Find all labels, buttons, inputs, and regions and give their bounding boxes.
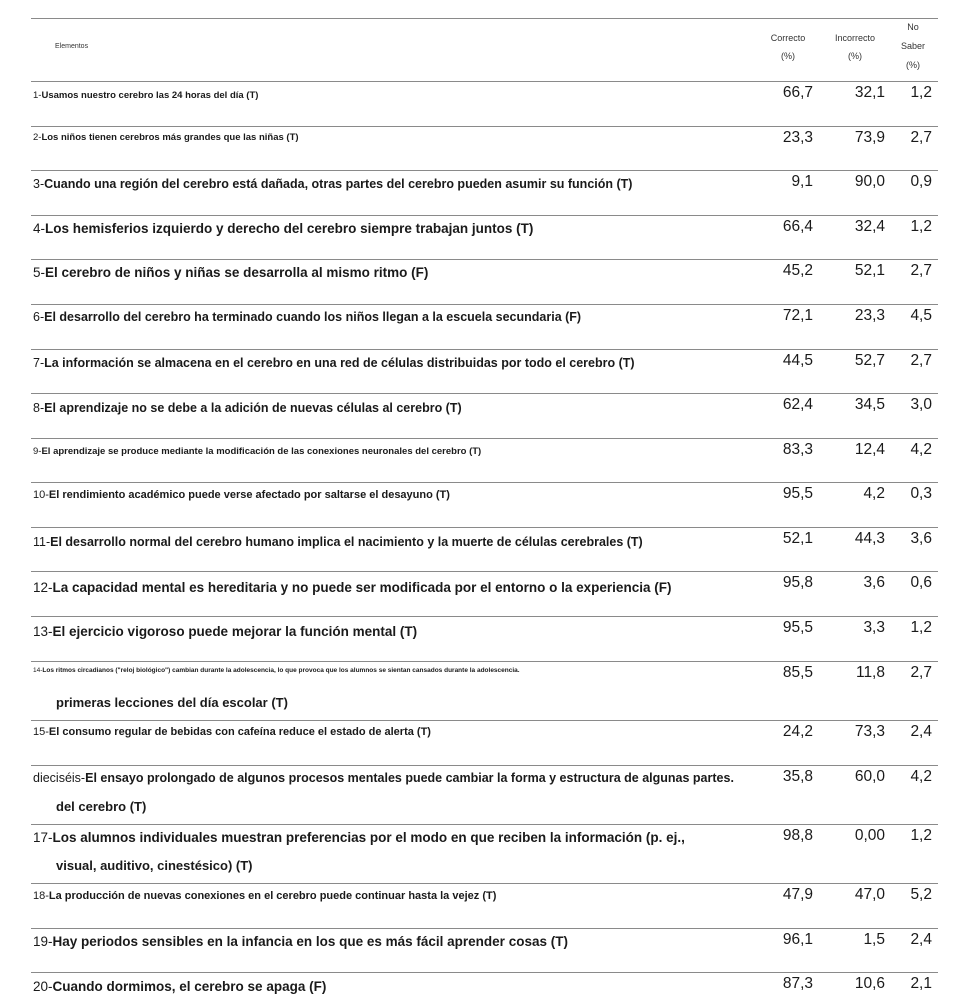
value-correcto: 66,4 — [782, 218, 813, 235]
header-correcto-label: Correcto — [770, 33, 806, 43]
value-nosaber: 2,7 — [910, 129, 932, 146]
value-incorrecto: 4,2 — [863, 485, 885, 502]
value-correcto: 24,2 — [782, 723, 813, 740]
item-statement — [33, 446, 481, 457]
value-incorrecto: 12,4 — [854, 441, 885, 458]
value-correcto: 98,8 — [782, 827, 813, 844]
value-correcto: 62,4 — [782, 396, 813, 413]
value-correcto: 72,1 — [782, 307, 813, 324]
value-incorrecto: 32,1 — [854, 84, 885, 101]
value-nosaber: 2,4 — [910, 931, 932, 948]
table-row — [31, 82, 938, 127]
value-incorrecto: 11,8 — [855, 664, 885, 681]
table-row — [31, 572, 938, 617]
item-statement — [33, 771, 734, 785]
item-text: El desarrollo normal del cerebro humano implica el nacimiento y la muerte de células cerebrales (T) — [50, 535, 643, 549]
item-statement — [33, 667, 520, 674]
item-number: 10- — [33, 489, 49, 501]
value-incorrecto: 52,7 — [854, 352, 885, 369]
value-nosaber: 3,0 — [910, 396, 932, 413]
item-number: 12- — [33, 580, 53, 595]
item-statement — [33, 726, 431, 738]
value-incorrecto: 3,3 — [863, 619, 885, 636]
value-correcto: 45,2 — [782, 262, 813, 279]
item-text: El cerebro de niños y niñas se desarrolla al mismo ritmo (F) — [45, 265, 429, 280]
item-text-continuation: visual, auditivo, cinestésico) (T) — [56, 858, 253, 873]
header-nosaber-label-1: No — [907, 22, 919, 32]
header-incorrecto-unit: (%) — [848, 51, 862, 61]
table-row — [31, 528, 938, 572]
item-text: Los ritmos circadianos ("reloj biológico") cambian durante la adolescencia, lo que provoca que los alumnos se sientan cansados durante la adolescencia. — [42, 667, 520, 674]
item-number: 6- — [33, 310, 45, 324]
item-statement — [33, 90, 258, 101]
item-statement — [33, 535, 643, 549]
item-number: 3- — [33, 177, 45, 191]
table-row — [31, 483, 938, 528]
item-number: 4- — [33, 221, 46, 236]
item-text: El aprendizaje no se debe a la adición de nuevas células al cerebro (T) — [44, 401, 462, 415]
table-row — [31, 884, 938, 929]
table-row — [31, 721, 938, 766]
header-elementos: Elementos — [55, 43, 89, 50]
value-correcto: 35,8 — [782, 768, 813, 785]
item-text: El rendimiento académico puede verse afectado por saltarse el desayuno (T) — [48, 489, 450, 501]
table-row — [31, 439, 938, 483]
item-number: 20- — [33, 979, 53, 994]
table-body — [31, 82, 938, 1007]
item-text: Los hemisferios izquierdo y derecho del cerebro siempre trabajan juntos (T) — [45, 221, 534, 236]
item-text: Hay periodos sensibles en la infancia en los que es más fácil aprender cosas (T) — [52, 934, 568, 949]
header-incorrecto — [826, 29, 884, 65]
value-nosaber: 1,2 — [910, 619, 932, 636]
item-text: La capacidad mental es hereditaria y no puede ser modificada por el entorno o la experiencia (F) — [52, 580, 672, 595]
item-text: Usamos nuestro cerebro las 24 horas del día (T) — [41, 90, 259, 101]
item-statement — [33, 401, 462, 415]
item-statement — [33, 979, 326, 994]
table-row — [31, 394, 938, 439]
value-correcto: 47,9 — [782, 886, 813, 903]
table-row — [31, 171, 938, 216]
table-row — [31, 260, 938, 305]
value-nosaber: 1,2 — [910, 827, 932, 844]
table-row — [31, 127, 938, 171]
value-nosaber: 4,5 — [910, 307, 932, 324]
item-text-continuation: primeras lecciones del día escolar (T) — [56, 695, 288, 710]
value-incorrecto: 34,5 — [854, 396, 885, 413]
value-nosaber: 0,6 — [910, 574, 932, 591]
item-statement — [33, 580, 671, 595]
value-incorrecto: 60,0 — [854, 768, 885, 785]
item-text: El consumo regular de bebidas con cafeína reduce el estado de alerta (T) — [48, 726, 431, 738]
item-number: 19- — [33, 934, 53, 949]
value-nosaber: 2,7 — [910, 352, 932, 369]
header-nosaber-unit: (%) — [906, 60, 920, 70]
value-incorrecto: 10,6 — [854, 975, 885, 992]
value-incorrecto: 23,3 — [854, 307, 885, 324]
item-statement — [33, 265, 428, 280]
item-number: dieciséis- — [33, 771, 86, 785]
table-header — [31, 18, 938, 82]
item-text: La producción de nuevas conexiones en el cerebro puede continuar hasta la vejez (T) — [48, 890, 497, 902]
table-row — [31, 973, 938, 1007]
item-number: 7- — [33, 356, 45, 370]
value-incorrecto: 44,3 — [854, 530, 885, 547]
table-row — [31, 305, 938, 350]
item-number: 15- — [33, 726, 49, 738]
value-correcto: 23,3 — [782, 129, 813, 146]
item-text: Los niños tienen cerebros más grandes que las niñas (T) — [41, 132, 299, 143]
item-number: 13- — [33, 624, 53, 639]
value-correcto: 44,5 — [782, 352, 813, 369]
value-correcto: 96,1 — [782, 931, 813, 948]
item-text: La información se almacena en el cerebro en una red de células distribuidas por todo el cerebro (T) — [44, 356, 635, 370]
header-correcto — [761, 29, 815, 65]
table-row — [31, 617, 938, 662]
item-statement — [33, 624, 417, 639]
item-number: 9- — [33, 446, 42, 457]
value-incorrecto: 90,0 — [854, 173, 885, 190]
value-correcto: 95,5 — [782, 485, 813, 502]
value-incorrecto: 73,3 — [854, 723, 885, 740]
value-nosaber: 4,2 — [910, 768, 932, 785]
item-statement — [33, 132, 299, 143]
survey-table — [31, 18, 938, 1007]
value-correcto: 95,8 — [782, 574, 813, 591]
item-text: El ensayo prolongado de algunos procesos mentales puede cambiar la forma y estructura de algunas partes. — [85, 771, 734, 785]
item-number: 5- — [33, 265, 46, 280]
item-text: Cuando una región del cerebro está dañada, otras partes del cerebro pueden asumir su función (T) — [44, 177, 633, 191]
item-statement — [33, 830, 685, 845]
item-number: 2- — [33, 132, 42, 143]
item-text-continuation: del cerebro (T) — [56, 799, 147, 814]
item-text: El ejercicio vigoroso puede mejorar la función mental (T) — [52, 624, 418, 639]
value-correcto: 52,1 — [782, 530, 813, 547]
item-statement — [33, 489, 450, 501]
item-statement — [33, 221, 533, 236]
table-row — [31, 766, 938, 825]
table-row — [31, 350, 938, 394]
value-correcto: 87,3 — [782, 975, 813, 992]
item-statement — [33, 310, 581, 324]
header-incorrecto-label: Incorrecto — [834, 33, 876, 43]
header-nosaber — [889, 18, 937, 75]
item-text: Cuando dormimos, el cerebro se apaga (F) — [52, 979, 327, 994]
item-text: Los alumnos individuales muestran preferencias por el modo en que reciben la información (p. ej., — [52, 830, 685, 845]
item-number: 14- — [33, 667, 43, 674]
item-statement — [33, 356, 635, 370]
item-number: 11- — [33, 535, 51, 549]
table-row — [31, 662, 938, 721]
table-row — [31, 216, 938, 260]
value-incorrecto: 73,9 — [854, 129, 885, 146]
value-nosaber: 2,7 — [910, 664, 932, 681]
item-number: 17- — [33, 830, 53, 845]
table-row — [31, 825, 938, 884]
value-nosaber: 1,2 — [910, 84, 932, 101]
value-incorrecto: 3,6 — [863, 574, 885, 591]
value-incorrecto: 32,4 — [854, 218, 885, 235]
item-number: 8- — [33, 401, 45, 415]
item-statement — [33, 934, 568, 949]
item-text: El aprendizaje se produce mediante la modificación de las conexiones neuronales del cerebro (T) — [41, 446, 482, 457]
value-nosaber: 5,2 — [910, 886, 932, 903]
header-nosaber-label-2: Saber — [900, 41, 926, 51]
value-correcto: 66,7 — [782, 84, 813, 101]
value-correcto: 9,1 — [791, 173, 813, 190]
value-nosaber: 2,7 — [910, 262, 932, 279]
header-correcto-unit: (%) — [781, 51, 795, 61]
item-statement — [33, 177, 632, 191]
table-row — [31, 929, 938, 973]
value-incorrecto: 47,0 — [854, 886, 885, 903]
value-incorrecto: 1,5 — [863, 931, 885, 948]
item-number: 18- — [33, 890, 49, 902]
value-correcto: 85,5 — [782, 664, 813, 681]
item-text: El desarrollo del cerebro ha terminado cuando los niños llegan a la escuela secundaria (F) — [44, 310, 582, 324]
value-incorrecto: 0,00 — [854, 827, 885, 844]
value-incorrecto: 52,1 — [854, 262, 885, 279]
value-nosaber: 0,9 — [910, 173, 932, 190]
value-nosaber: 1,2 — [910, 218, 932, 235]
value-nosaber: 4,2 — [910, 441, 932, 458]
value-nosaber: 0,3 — [910, 485, 932, 502]
value-correcto: 83,3 — [782, 441, 813, 458]
item-statement — [33, 890, 496, 902]
value-nosaber: 3,6 — [910, 530, 932, 547]
item-number: 1- — [33, 90, 42, 101]
value-nosaber: 2,4 — [910, 723, 932, 740]
value-nosaber: 2,1 — [910, 975, 932, 992]
value-correcto: 95,5 — [782, 619, 813, 636]
